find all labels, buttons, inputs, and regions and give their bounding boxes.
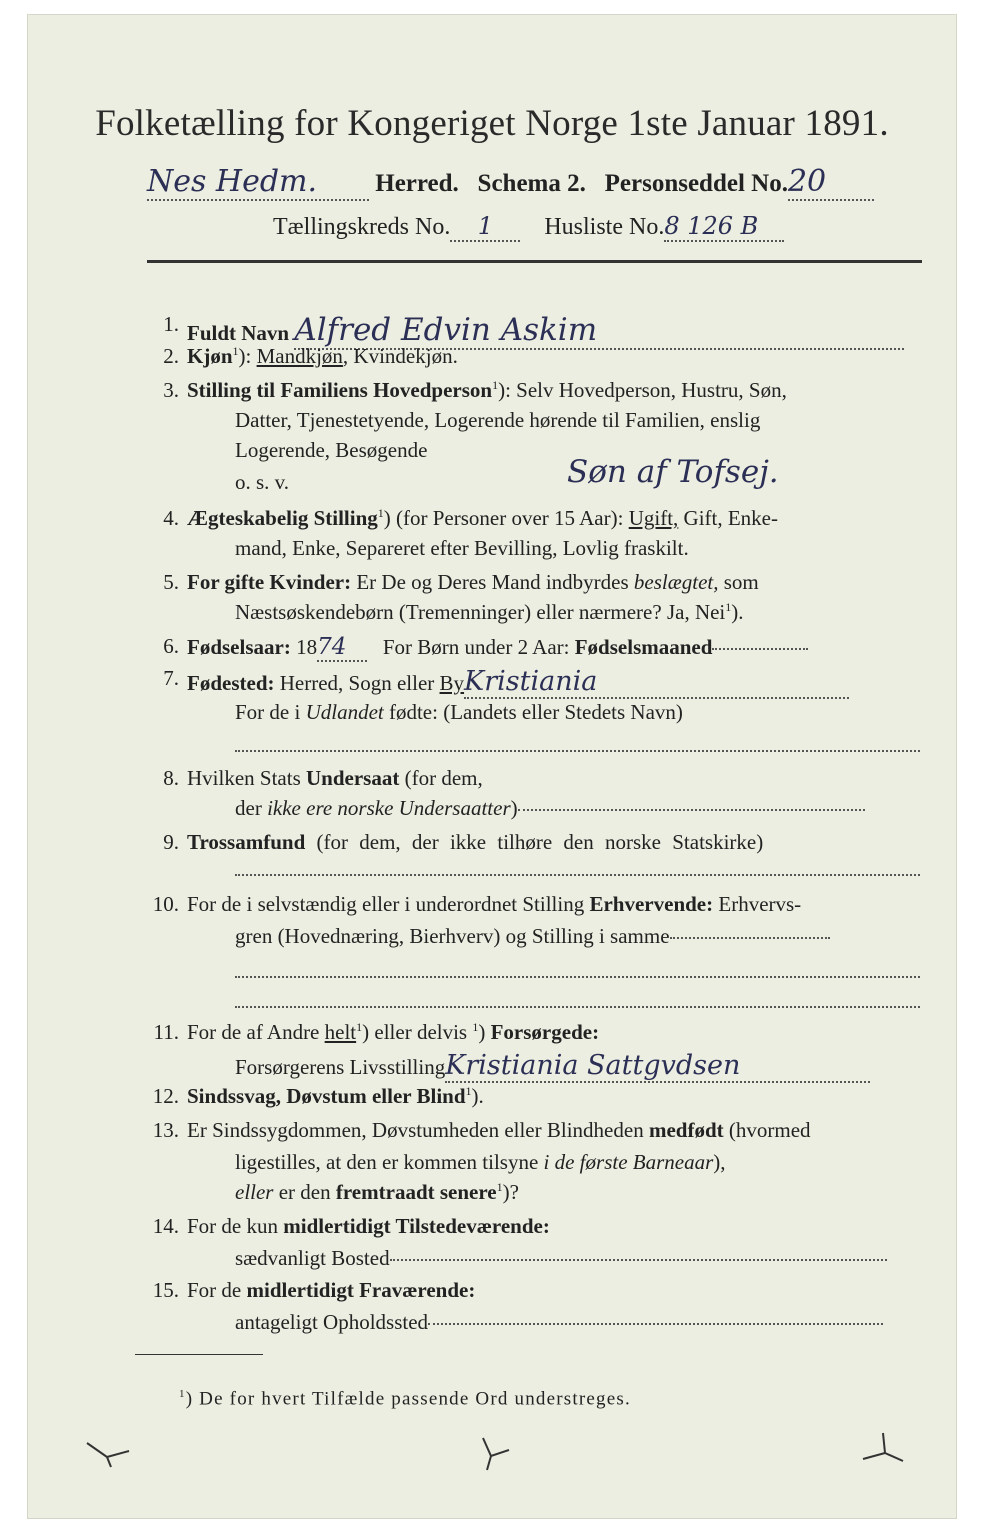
schema-label: Schema 2. <box>477 170 586 197</box>
q15-line2 <box>235 1310 883 1335</box>
taellingskreds-label: Tællingskreds No. <box>273 214 451 240</box>
q11-line2 <box>235 1050 870 1083</box>
q3-number: 3. <box>163 378 179 402</box>
q15-number: 15. <box>152 1278 179 1302</box>
q5-line2 <box>235 600 744 625</box>
q12-label: Sindssvag, Døvstum eller Blind <box>187 1084 466 1108</box>
q12-number: 12. <box>152 1084 179 1108</box>
q12-footnote-ref: 1 <box>465 1084 472 1098</box>
q6-prefix: 18 <box>296 635 318 659</box>
q2-line: Kjøn$^1$): Mandkjøn, Kvindekjøn. <box>187 344 458 368</box>
q3-line1 <box>187 378 787 403</box>
q8-line2 <box>235 796 865 821</box>
husliste-value: 8 126 B <box>664 212 784 242</box>
q4-footnote-ref: 1 <box>377 506 384 520</box>
q13-text3b: )? <box>502 1180 519 1204</box>
q7-text2-italic: Udlandet <box>305 700 384 724</box>
q5-number: 5. <box>163 570 179 594</box>
q3-line2: Datter, Tjenestetyende, Logerende hørende til Familien, enslig <box>235 408 761 432</box>
q6-year-value: 74 <box>317 634 367 662</box>
q11-text2: Forsørgerens Livsstilling <box>235 1055 446 1079</box>
q8-text2-italic: ikke ere norske Undersaatter <box>267 796 511 820</box>
herred-label: Herred. <box>375 170 459 197</box>
q10-text1: For de i selvstændig eller i underordnet Stilling <box>187 892 585 916</box>
q6-text: For Børn under 2 Aar: <box>382 635 570 659</box>
q5-text1: Er De og Deres Mand indbyrdes <box>356 570 629 594</box>
q7-text2a: For de i <box>235 700 301 724</box>
q8-text1: (for dem, <box>404 766 483 790</box>
q15-text1: For de <box>187 1278 242 1302</box>
q13-italic2: i de første Barneaar <box>543 1150 714 1174</box>
q3-line4: o. s. v. <box>235 470 290 494</box>
taellingskreds-line <box>273 212 784 242</box>
q15-text2: antageligt Opholdssted <box>235 1310 429 1334</box>
q13-number: 13. <box>152 1118 179 1142</box>
q2-number: 2. <box>163 344 179 368</box>
registration-mark-center <box>477 1434 517 1474</box>
q6-blank <box>712 647 808 650</box>
q9-blank-line <box>235 874 920 876</box>
q11-value: Kristiania Sattgvdsen <box>445 1050 870 1083</box>
q6-bold: Fødselsmaaned <box>574 635 713 659</box>
q7-text2b: fødte: (Landets eller Stedets Navn) <box>388 700 683 724</box>
census-form-page <box>27 14 957 1519</box>
herred-line <box>147 164 874 201</box>
form-title: Folketælling for Kongeriget Norge 1ste Januar 1891. <box>95 103 889 144</box>
q9-line1 <box>187 830 763 855</box>
registration-mark-left <box>85 1439 135 1469</box>
q8-line1 <box>187 766 483 791</box>
q9-number: 9. <box>163 830 179 854</box>
registration-mark-right <box>857 1429 907 1469</box>
q7-line2 <box>235 700 683 725</box>
husliste-label: Husliste No. <box>544 214 665 240</box>
q10-blank-line2 <box>235 1006 920 1008</box>
q14-bold: midlertidigt Tilstedeværende: <box>283 1214 550 1238</box>
q4-text1b: Gift, Enke- <box>683 506 779 530</box>
q5-italic: beslægtet, <box>633 570 719 594</box>
q13-text1b: (hvormed <box>728 1118 811 1142</box>
q15-line1 <box>187 1278 475 1303</box>
q13-line2 <box>235 1150 726 1175</box>
q10-blank <box>670 936 830 939</box>
q11-text1c: ) <box>478 1020 486 1044</box>
q13-footnote-ref: 1 <box>496 1180 503 1194</box>
q4-line1 <box>187 506 778 531</box>
q13-text2b: ), <box>713 1150 726 1174</box>
q3-text1: ): Selv Hovedperson, Hustru, Søn, <box>498 378 787 402</box>
q5-text1b: som <box>723 570 759 594</box>
q3-footnote-ref: 1 <box>492 378 499 392</box>
q15-bold: midlertidigt Fraværende: <box>246 1278 476 1302</box>
q7-label: Fødested: <box>187 671 275 695</box>
q13-bold1: medfødt <box>648 1118 724 1142</box>
q10-line2 <box>235 924 830 949</box>
q9-label: Trossamfund <box>187 830 306 854</box>
q6-number: 6. <box>163 634 179 658</box>
q13-text1: Er Sindssygdommen, Døvstumheden eller Blindheden <box>187 1118 644 1142</box>
q11-footnote-ref1: 1 <box>356 1020 363 1034</box>
q4-text1: ) (for Personer over 15 Aar): <box>383 506 624 530</box>
q14-number: 14. <box>152 1214 179 1238</box>
q13-text2: ligestilles, at den er kommen tilsyne <box>235 1150 539 1174</box>
q10-text1b: Erhvervs- <box>718 892 802 916</box>
q5-label: For gifte Kvinder: <box>187 570 352 594</box>
q10-text2: gren (Hovednæring, Bierhverv) og Stilling i samme <box>235 924 670 948</box>
q8-bold: Undersaat <box>306 766 400 790</box>
q7-option-by: By <box>439 671 465 695</box>
q15-blank <box>428 1322 883 1325</box>
q11-bold: Forsørgede: <box>490 1020 600 1044</box>
q6-line <box>187 634 808 662</box>
q13-text3: er den <box>278 1180 331 1204</box>
q4-number: 4. <box>163 506 179 530</box>
q11-footnote-ref2: 1 <box>472 1020 479 1034</box>
q1-label: Fuldt Navn <box>187 321 290 345</box>
q7-line1 <box>187 666 849 699</box>
q11-option-helt: helt <box>324 1020 357 1044</box>
q11-line1 <box>187 1020 599 1045</box>
q4-option-ugift: Ugift, <box>628 506 679 530</box>
q8-text2a: der <box>235 796 262 820</box>
q10-line1 <box>187 892 801 917</box>
q14-text1: For de kun <box>187 1214 278 1238</box>
q9-text: (for dem, der ikke tilhøre den norske Statskirke) <box>316 830 764 854</box>
q2-footnote-ref: 1 <box>232 344 239 358</box>
q1-value: Alfred Edvin Askim <box>294 312 904 350</box>
footnote-text: ) De for hvert Tilfælde passende Ord understreges. <box>185 1388 631 1410</box>
q13-line3 <box>235 1180 519 1205</box>
q8-number: 8. <box>163 766 179 790</box>
q5-line1 <box>187 570 759 595</box>
herred-value: Nes Hedm. <box>147 164 369 201</box>
footnote-divider <box>135 1354 263 1355</box>
q7-text: Herred, Sogn eller <box>279 671 435 695</box>
q7-blank-line <box>235 750 920 752</box>
q2-label: Kjøn <box>187 344 233 368</box>
taellingskreds-value: 1 <box>450 212 520 242</box>
q11-text1: For de af Andre <box>187 1020 320 1044</box>
q2-option-kvindekjon: Kvindekjøn. <box>353 344 458 368</box>
q10-blank-line1 <box>235 976 920 978</box>
q3-label: Stilling til Familiens Hovedperson <box>187 378 493 402</box>
q14-line1 <box>187 1214 550 1239</box>
q14-line2 <box>235 1246 887 1271</box>
header-divider <box>147 260 922 263</box>
q12-line <box>187 1084 484 1109</box>
q5-text2-end: ). <box>731 600 744 624</box>
footnote-marker: 1 <box>179 1388 186 1400</box>
personseddel-label: Personseddel No. <box>604 170 788 197</box>
q2-option-mandkjon: Mandkjøn <box>256 344 343 368</box>
personseddel-value: 20 <box>788 164 874 201</box>
q13-line1 <box>187 1118 811 1143</box>
q14-text2: sædvanligt Bosted <box>235 1246 390 1270</box>
footnote <box>179 1388 631 1410</box>
q6-label: Fødselsaar: <box>187 635 291 659</box>
q11-number: 11. <box>153 1020 179 1044</box>
q8-label: Hvilken Stats <box>187 766 301 790</box>
q11-text1b: ) eller delvis <box>362 1020 468 1044</box>
q10-number: 10. <box>152 892 179 916</box>
q10-bold: Erhvervende: <box>589 892 714 916</box>
q13-bold3: fremtraadt senere <box>335 1180 497 1204</box>
q1-number: 1. <box>163 312 179 336</box>
q5-footnote-ref: 1 <box>725 600 732 614</box>
q3-line3: Logerende, Besøgende <box>235 438 428 462</box>
q4-label: Ægteskabelig Stilling <box>187 506 378 530</box>
q13-italic3: eller <box>235 1180 274 1204</box>
q5-text2: Næstsøskendebørn (Tremenninger) eller nærmere? Ja, Nei <box>235 600 726 624</box>
q8-text2b: ) <box>510 796 518 820</box>
q7-number: 7. <box>163 666 179 690</box>
q12-end: ). <box>471 1084 484 1108</box>
q3-value: Søn af Tofsej. <box>567 454 779 490</box>
q8-blank <box>518 808 865 811</box>
q4-line2: mand, Enke, Separeret efter Bevilling, Lovlig fraskilt. <box>235 536 689 560</box>
q7-value: Kristiania <box>464 666 849 699</box>
q14-blank <box>390 1258 887 1261</box>
